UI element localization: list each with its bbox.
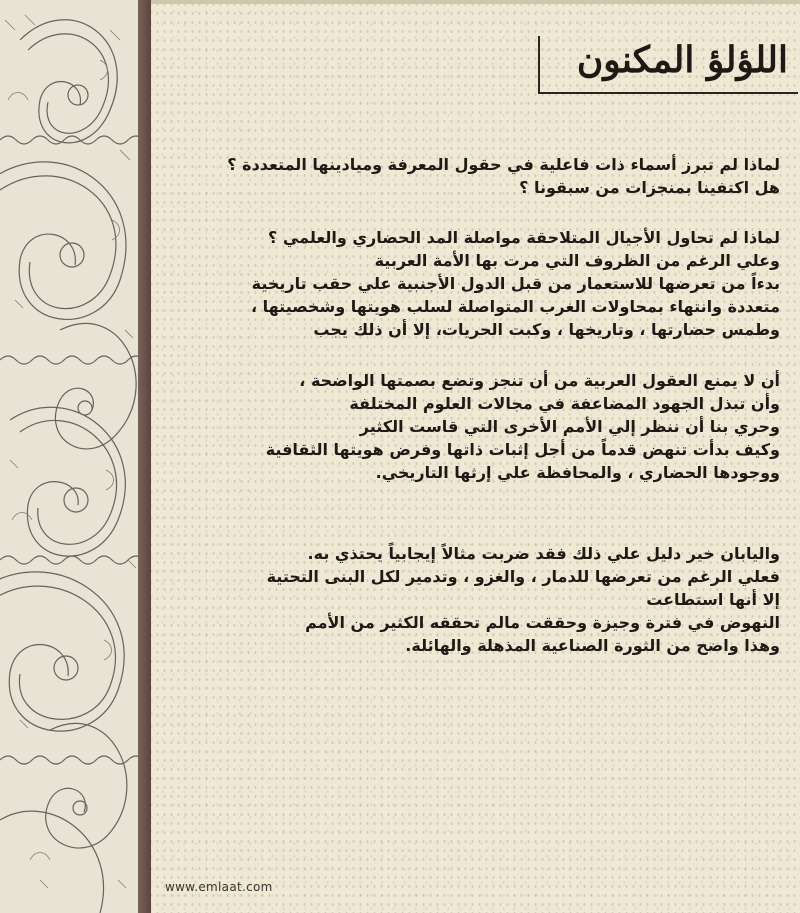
title-bracket (538, 36, 540, 94)
website-watermark: www.emlaat.com (165, 880, 273, 894)
text-line: النهوض في فترة وجيزة وحققت مالم تحققه الكثير من الأمم (305, 613, 780, 632)
title-underline (540, 92, 798, 94)
text-line: متعددة وانتهاء بمحاولات الغرب المتواصلة لسلب هويتها وشخصيتها ، (250, 297, 780, 316)
paisley-pattern-strip (0, 0, 138, 913)
paisley-motifs (0, 20, 138, 913)
text-line: واليابان خير دليل علي ذلك فقد ضربت مثالاً إيجابياً يحتذي به. (307, 544, 780, 563)
text-line: ووجودها الحضاري ، والمحافظة علي إرثها التاريخي. (375, 463, 780, 482)
text-line: لماذا لم تحاول الأجيال المتلاحقة مواصلة المد الحضاري والعلمي ؟ (268, 228, 780, 247)
top-border (151, 0, 800, 4)
text-line: لماذا لم تبرز أسماء ذات فاعلية في حقول المعرفة وميادينها المتعددة ؟ (227, 155, 780, 174)
text-line: وهذا واضح من الثورة الصناعية المذهلة والهائلة. (405, 636, 780, 655)
text-line: هل اكتفينا بمنجزات من سبقونا ؟ (519, 178, 780, 197)
paragraph-3 (255, 369, 780, 484)
paragraph-4 (255, 542, 780, 657)
text-line: أن لا يمنع العقول العربية من أن تنجز وتضع بصمتها الواضحة ، (299, 371, 780, 390)
text-line: بدءاً من تعرضها للاستعمار من قبل الدول الأجنبية علي حقب تاريخية (251, 274, 780, 293)
page-title: اللؤلؤ المكنون (576, 39, 788, 81)
vertical-divider (138, 0, 151, 913)
paragraph-1 (227, 153, 780, 199)
text-line: وأن تبذل الجهود المضاعفة في مجالات العلوم المختلفة (349, 394, 780, 413)
text-line: فعلي الرغم من تعرضها للدمار ، والغزو ، وتدمير لكل البنى التحتية (266, 567, 780, 586)
paragraph-2 (250, 226, 780, 341)
text-line: إلا أنها استطاعت (646, 590, 780, 609)
text-line: وكيف بدأت تنهض قدماً من أجل إثبات ذاتها وفرض هويتها الثقافية (265, 440, 780, 459)
title-banner (538, 30, 798, 94)
text-line: وعلي الرغم من الظروف التي مرت بها الأمة العربية (374, 251, 780, 270)
text-line: وحري بنا أن ننظر إلي الأمم الأخرى التي قاست الكثير (359, 417, 780, 436)
text-line: وطمس حضارتها ، وتاريخها ، وكبت الحريات، إلا أن ذلك يجب (313, 320, 780, 339)
